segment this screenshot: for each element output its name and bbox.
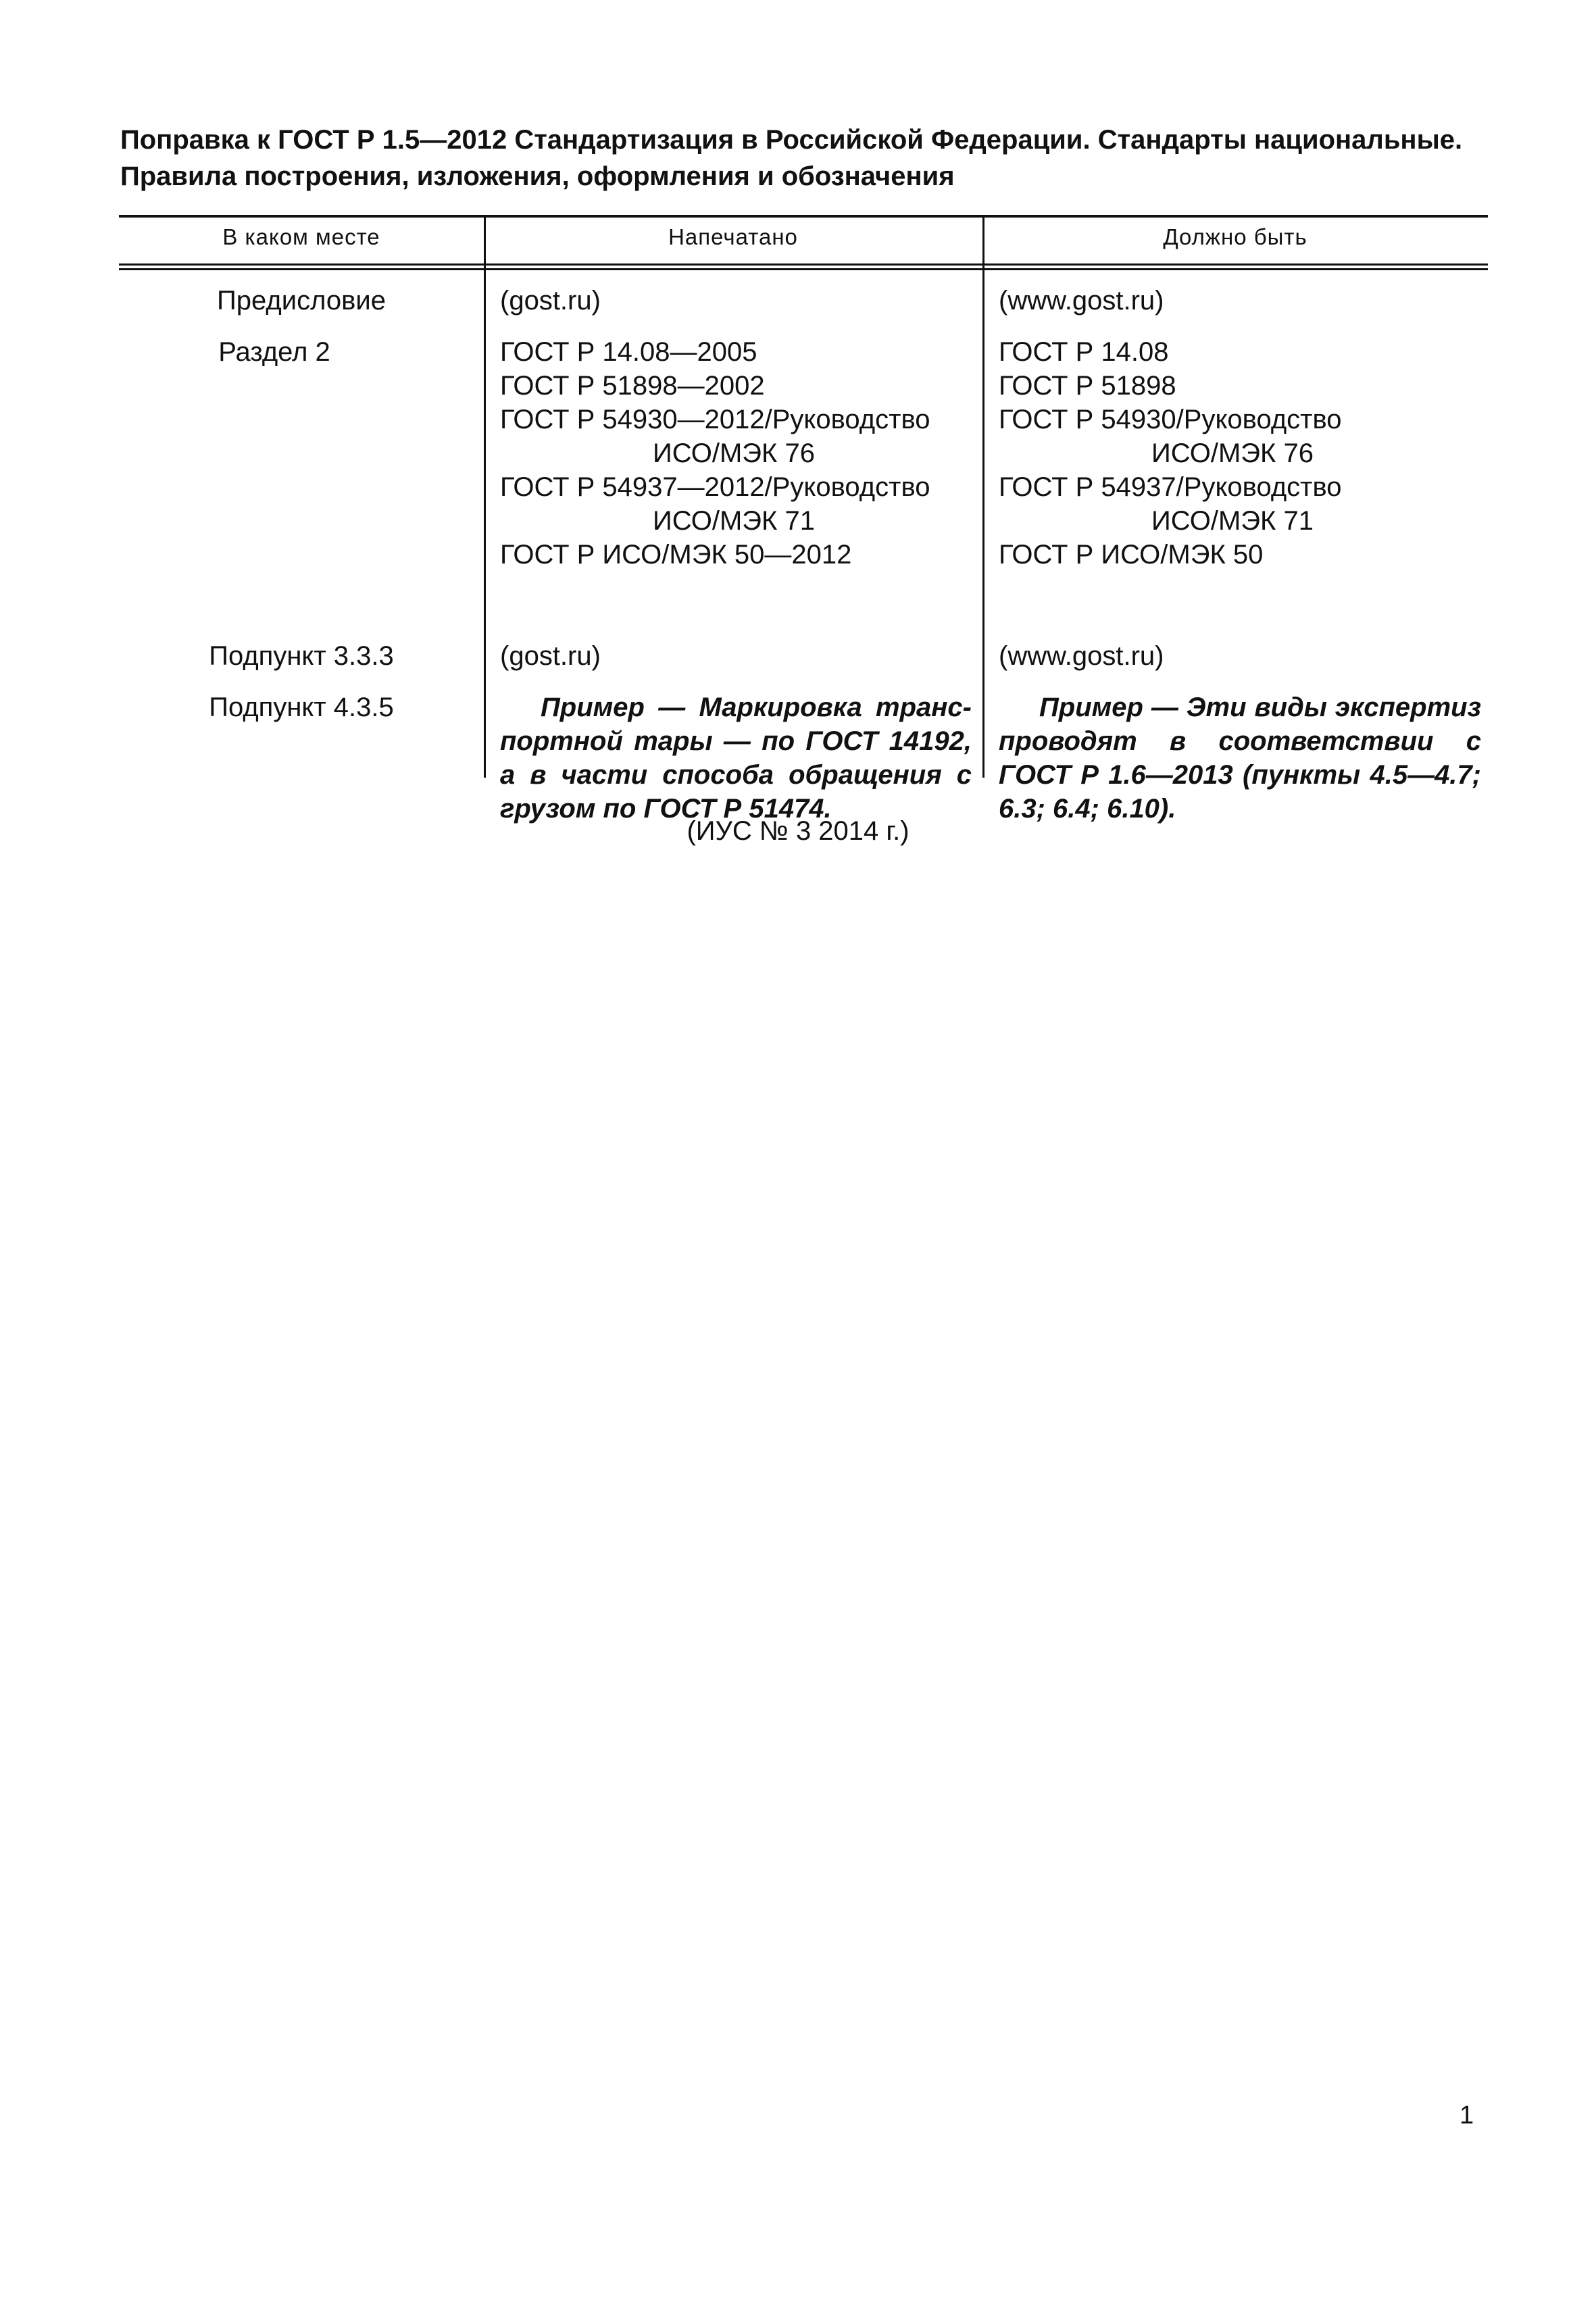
cell-line: ИСО/МЭК 76 [1151,438,1314,468]
table-header-double-rule [119,263,1488,270]
cell-printed [500,690,972,826]
document-title [120,122,1499,195]
corrections-table [119,215,1488,824]
table-body [119,270,1488,824]
table-header [119,218,1488,263]
cell-line: ИСО/МЭК 76 [653,438,815,468]
cell-line: Пример — Эти виды экспертиз [1039,693,1481,722]
cell-line: Пример — Маркировка транс- [541,693,972,722]
cell-should-be [999,690,1481,826]
cell-line: ГОСТ Р 54937—2012/Руководство [500,472,930,502]
cell-place: Подпункт 4.3.5 [209,693,394,722]
cell-line: ГОСТ Р 51898 [999,371,1176,401]
cell-line: проводят в соответствии с [999,726,1481,756]
title-line-2: Правила построения, изложения, оформления и обозначения [120,161,955,191]
cell-line: 6.3; 6.4; 6.10). [999,794,1176,824]
cell-line: ГОСТ Р ИСО/МЭК 50—2012 [500,540,852,570]
page-number: 1 [1460,2101,1474,2130]
cell-printed [500,284,972,318]
cell-line: ИСО/МЭК 71 [653,506,815,536]
header-should-be: Должно быть [1163,224,1307,249]
cell-line: ГОСТ Р 54937/Руководство [999,472,1342,502]
cell-line: ГОСТ Р 14.08 [999,337,1169,367]
cell-line: ГОСТ Р 1.6—2013 (пункты 4.5—4.7; [999,760,1481,790]
cell-line: ГОСТ Р 14.08—2005 [500,337,757,367]
header-place: В каком месте [222,224,380,249]
cell-place: Подпункт 3.3.3 [209,641,394,671]
cell-line: (gost.ru) [500,641,601,671]
cell-place: Раздел 2 [218,337,330,367]
header-printed: Напечатано [668,224,798,249]
ius-reference: (ИУС № 3 2014 г.) [687,816,909,846]
cell-printed [500,639,972,673]
cell-line: ГОСТ Р 54930—2012/Руководство [500,405,930,434]
cell-line: ИСО/МЭК 71 [1151,506,1314,536]
cell-line: а в части способа обращения с [500,760,972,790]
cell-should-be [999,284,1481,318]
cell-printed [500,335,972,572]
cell-line: ГОСТ Р ИСО/МЭК 50 [999,540,1264,570]
cell-line: портной тары — по ГОСТ 14192, [500,726,972,756]
title-line-1: Поправка к ГОСТ Р 1.5—2012 Стандартизация в Российской Федерации. Стандарты национальные. [120,125,1463,155]
cell-line: ГОСТ Р 54930/Руководство [999,405,1342,434]
cell-place: Предисловие [217,286,386,316]
cell-line: грузом по ГОСТ Р 51474. [500,794,832,824]
cell-line: ГОСТ Р 51898—2002 [500,371,765,401]
cell-line: (gost.ru) [500,286,601,316]
cell-should-be [999,639,1481,673]
cell-line: (www.gost.ru) [999,286,1164,316]
cell-should-be [999,335,1481,572]
cell-line: (www.gost.ru) [999,641,1164,671]
